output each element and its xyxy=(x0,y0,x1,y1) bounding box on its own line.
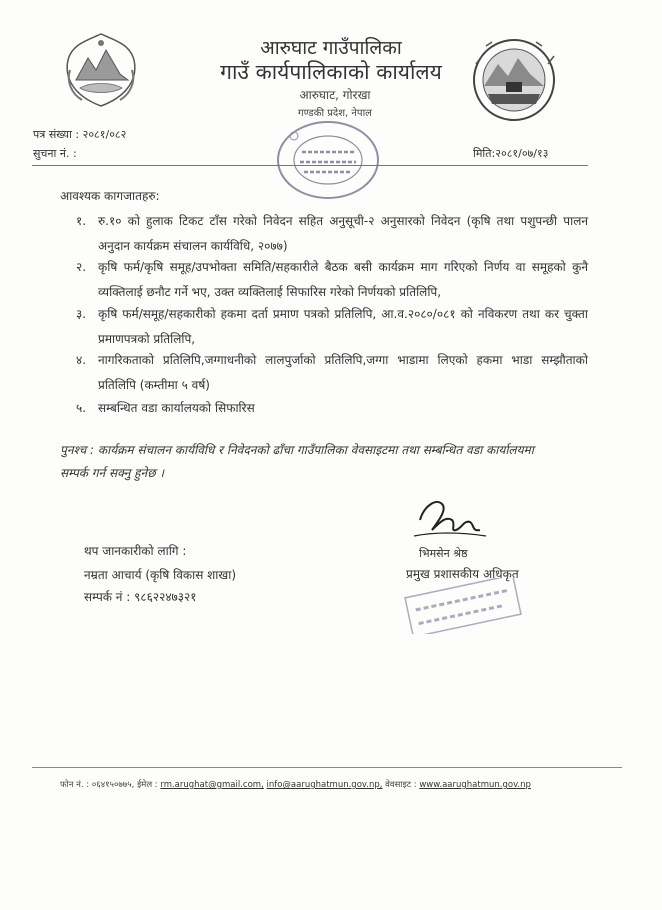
footer-divider xyxy=(32,767,622,768)
list-item-text: रु.१० को हुलाक टिकट टाँस गरेको निवेदन सहित अनुसूची-२ अनुसारको निवेदन (कृषि तथा पशुपन्छी पालन अनुदान कार्यक्रम संचालन कार्यविधि, २०७७) xyxy=(98,214,588,253)
notice-number: सुचना नं. : xyxy=(33,147,77,160)
list-item-number: ४. xyxy=(76,353,87,367)
office-stamp xyxy=(272,116,384,204)
footer-email-label: ईमेल : xyxy=(137,780,158,790)
contact-person: नम्रता आचार्य (कृषि विकास शाखा) xyxy=(84,568,237,582)
list-item-text: नागरिकताको प्रतिलिपि,जग्गाधनीको लालपुर्जाको प्रतिलिपि,जग्गा भाडामा लिएको हकमा भाडा सम्झौताको प्रतिलिपि (कम्तीमा ५ वर्ष) xyxy=(98,353,588,392)
address-line-1: आरुघाट, गोरखा xyxy=(299,88,371,102)
email-link-2[interactable]: info@aarughatmun.gov.np, xyxy=(266,780,383,790)
office-title: गाउँ कार्यपालिकाको कार्यालय xyxy=(220,60,442,84)
handwritten-signature xyxy=(410,486,490,546)
designation-stamp xyxy=(402,578,524,634)
header-divider xyxy=(32,165,588,166)
list-item-text: कृषि फर्म/समूह/सहकारीको हकमा दर्ता प्रमाण पत्रको प्रतिलिपि, आ.व.२०८०/०८१ को नविकरण तथा कर चुक्ता प्रमाणपत्रको प्रतिलिपि, xyxy=(98,307,588,346)
website-link[interactable]: www.aarughatmun.gov.np xyxy=(419,780,531,790)
list-item-number: ५. xyxy=(76,401,87,415)
footer-phone: फोन नं. : ०६४१५०७७५, xyxy=(60,780,135,790)
email-link-1[interactable]: rm.arughat@gmail.com, xyxy=(160,780,264,790)
footer-contacts xyxy=(60,779,620,790)
signatory-name: भिमसेन श्रेष्ठ xyxy=(419,547,468,560)
postscript-note: पुनश्च : कार्यक्रम संचालन कार्यविधि र निवेदनको ढाँचा गाउँपालिका वेवसाइटमा तथा सम्बन्धित वडा कार्यालयमा सम्पर्क गर्न सक्नु हुनेछ । xyxy=(60,443,534,480)
footer-website-label: वेवसाइट : xyxy=(385,780,417,790)
list-item-number: ३. xyxy=(76,307,87,321)
office-name: आरुघाट गाउँपालिका xyxy=(260,37,402,59)
list-item-text: कृषि फर्म/कृषि समूह/उपभोक्ता समिति/सहकारीले बैठक बसी कार्यक्रम माग गरिएको निर्णय वा समूहको कुनै व्यक्तिलाई छनौट गर्ने भए, उक्त व्यक्तिलाई सिफारिस गरेको निर्णयको प्रतिलिपि, xyxy=(98,260,588,299)
address-line-2: गण्डकी प्रदेश, नेपाल xyxy=(298,108,372,119)
list-item-number: २. xyxy=(76,260,87,274)
list-item-text: सम्बन्धित वडा कार्यालयको सिफारिस xyxy=(98,401,255,415)
signatory-title: प्रमुख प्रशासकीय अधिकृत xyxy=(406,567,519,581)
letter-date: मिति:२०८१/०७/१३ xyxy=(473,147,549,160)
contact-heading: थप जानकारीको लागि : xyxy=(84,544,187,558)
reference-number: पत्र संख्या : २०८१/०८२ xyxy=(33,128,127,141)
contact-phone: सम्पर्क नं : ९८६२२४७३२१ xyxy=(84,590,197,604)
requirements-heading: आवश्यक कागजातहरु: xyxy=(60,189,160,203)
list-item-number: १. xyxy=(76,214,87,228)
